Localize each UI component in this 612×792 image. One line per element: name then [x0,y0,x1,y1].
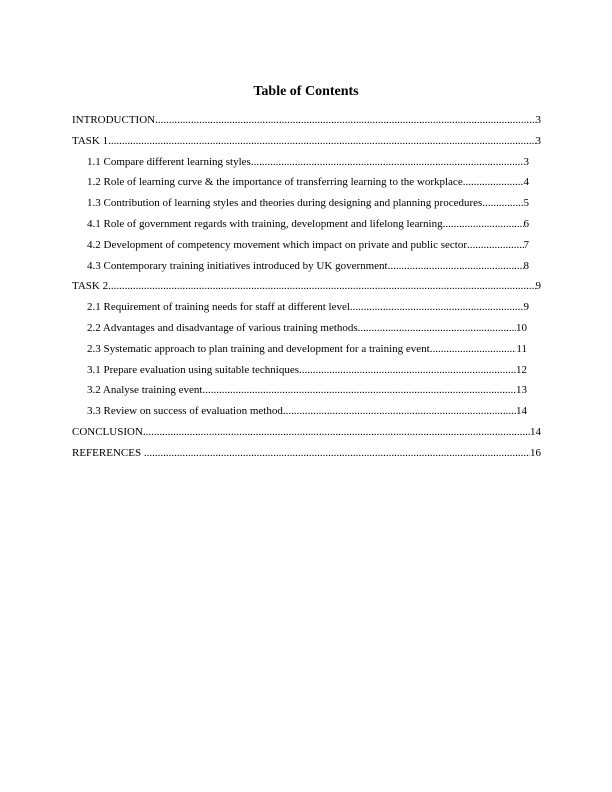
toc-entry-page: 3 [535,114,541,126]
dot-leader [283,404,516,418]
dot-leader [388,259,524,273]
toc-entry-label: 3.3 Review on success of evaluation method [87,405,283,418]
dot-leader [358,321,516,335]
toc-entry-label: CONCLUSION [72,425,143,438]
dot-leader [443,217,524,231]
toc-entry-3-2[interactable] [72,383,527,404]
toc-entry-label: TASK 2 [72,280,109,293]
toc-entry-label: TASK 1 [72,134,109,147]
toc-entry-label: 1.1 Compare different learning styles [87,155,251,168]
toc-entry-label: 3.1 Prepare evaluation using suitable techniques [87,363,299,376]
toc-entry-label: 4.1 Role of government regards with training, development and lifelong learning [87,217,443,230]
dot-leader [467,238,524,252]
toc-entry-page: 4 [523,176,529,189]
toc-entry-page: 5 [523,197,529,210]
toc-entry-page: 11 [516,342,527,355]
toc-entry-label: 2.1 Requirement of training needs for staff at different level [87,301,350,314]
toc-entry-page: 14 [530,425,541,438]
toc-entry-4-2[interactable] [72,238,529,259]
toc-entry-page: 14 [516,405,527,418]
toc-entry-task-2[interactable] [72,279,541,300]
dot-leader [108,134,535,148]
dot-leader [251,155,524,169]
toc-entry-label: 3.2 Analyse training event [87,384,203,397]
toc-entry-page: 9 [523,301,529,314]
toc-entry-label: 1.2 Role of learning curve & the importance of transferring learning to the workplace [87,176,463,189]
toc-entry-page: 9 [535,280,541,293]
toc-entry-3-1[interactable] [72,363,527,384]
toc-entry-label: 1.3 Contribution of learning styles and theories during designing and planning procedures [87,197,483,210]
dot-leader [463,175,524,189]
toc-entry-task-1[interactable] [72,134,541,155]
toc-entry-page: 3 [523,155,529,168]
toc-entry-2-3[interactable] [72,342,527,363]
toc-entry-label: 4.3 Contemporary training initiatives introduced by UK government [87,259,388,272]
toc-entry-1-3[interactable] [72,196,529,217]
dot-leader [155,113,535,127]
toc-entry-page: 12 [516,363,527,376]
dot-leader [299,363,516,377]
toc-entry-2-1[interactable] [72,300,529,321]
dot-leader [482,196,523,210]
toc-entry-4-3[interactable] [72,259,529,280]
toc-entry-page: 6 [523,217,529,230]
toc-entry-2-2[interactable] [72,321,527,342]
toc-entry-references[interactable] [72,446,541,467]
toc-entry-introduction[interactable] [72,113,541,134]
toc-entry-label: REFERENCES [72,446,144,459]
toc-list [72,113,541,467]
toc-entry-page: 16 [530,446,541,459]
toc-entry-label: 2.3 Systematic approach to plan training and development for a training event [87,342,430,355]
toc-entry-page: 13 [516,384,527,397]
dot-leader [143,425,530,439]
dot-leader [430,342,517,356]
toc-entry-4-1[interactable] [72,217,529,238]
dot-leader [202,383,516,397]
toc-entry-page: 7 [523,238,529,251]
toc-entry-page: 8 [523,259,529,272]
dot-leader [108,279,535,293]
toc-title: Table of Contents [253,84,359,99]
toc-entry-label: 4.2 Development of competency movement which impact on private and public sector [87,238,467,251]
toc-entry-1-2[interactable] [72,175,529,196]
dot-leader [144,446,530,460]
toc-entry-1-1[interactable] [72,155,529,176]
dot-leader [350,300,524,314]
toc-entry-3-3[interactable] [72,404,527,425]
toc-entry-label: 2.2 Advantages and disadvantage of various training methods [87,321,358,334]
toc-entry-page: 10 [516,321,527,334]
toc-entry-page: 3 [535,134,541,147]
toc-entry-conclusion[interactable] [72,425,541,446]
toc-entry-label: INTRODUCTION [72,114,156,126]
